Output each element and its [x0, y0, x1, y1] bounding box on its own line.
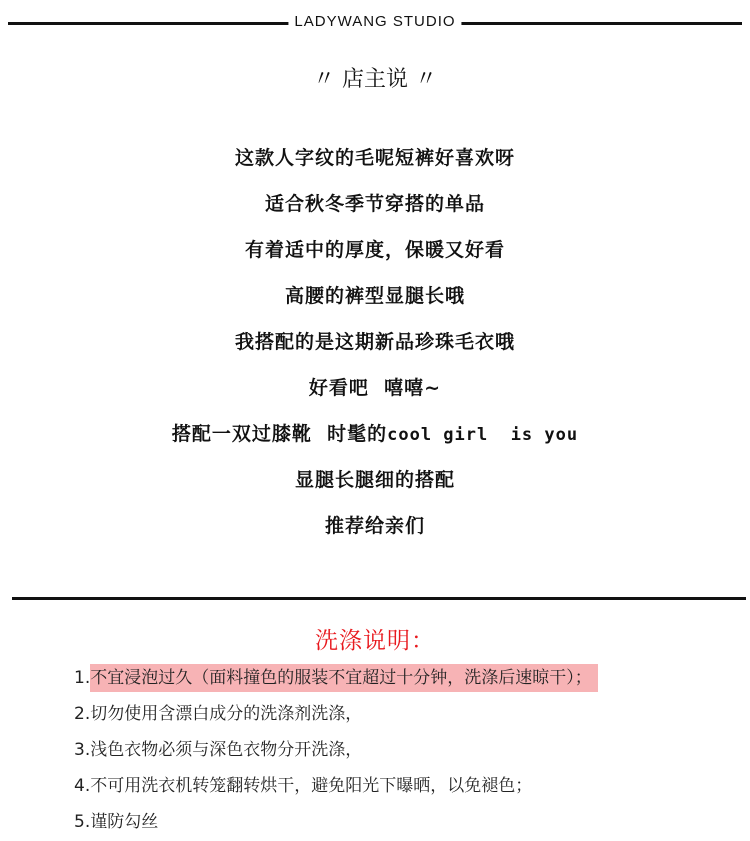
washing-title: 洗涤说明：	[315, 628, 435, 654]
owner-line: 显腿长腿细的搭配	[294, 469, 455, 491]
item-text: 浅色衣物必须与深色衣物分开洗涤，	[90, 740, 363, 760]
item-text: 不可用洗衣机转笼翻转烘干，避免阳光下曝晒，以免褪色；	[90, 776, 533, 796]
owner-says-lines	[0, 138, 750, 552]
owner-says-title: 〃 店主说 〃	[313, 67, 437, 92]
section-divider	[12, 597, 746, 600]
owner-line: 推荐给亲们	[324, 515, 425, 537]
owner-line: 有着适中的厚度，保暖又好看	[244, 239, 505, 261]
item-number: 5.	[74, 812, 91, 832]
item-number: 3.	[74, 740, 91, 760]
washing-item-4	[74, 768, 714, 804]
washing-item-2	[74, 696, 714, 732]
washing-item-3	[74, 732, 714, 768]
owner-line: 高腰的裤型显腿长哦	[284, 285, 465, 307]
owner-line: 这款人字纹的毛呢短裤好喜欢呀	[234, 147, 515, 169]
owner-line: 好看吧 嘻嘻~	[308, 377, 442, 399]
owner-line-mixed	[0, 414, 750, 460]
owner-line-english: cool girl is you	[387, 425, 579, 445]
item-number: 1.	[74, 668, 91, 688]
owner-line-prefix: 搭配一双过膝靴 时髦的	[171, 423, 388, 445]
washing-item-1	[74, 660, 714, 696]
item-text: 切勿使用含漂白成分的洗涤剂洗涤，	[90, 704, 363, 724]
washing-item-5	[74, 804, 714, 840]
owner-line: 适合秋冬季节穿搭的单品	[264, 193, 485, 215]
item-text: 谨防勾丝	[90, 812, 159, 832]
brand-name: LADYWANG STUDIO	[288, 12, 461, 32]
item-number: 4.	[74, 776, 91, 796]
item-number: 2.	[74, 704, 91, 724]
washing-instructions	[74, 660, 714, 840]
highlighted-text: 不宜浸泡过久（面料撞色的服装不宜超过十分钟，洗涤后速晾干）；	[90, 664, 598, 692]
owner-line: 我搭配的是这期新品珍珠毛衣哦	[234, 331, 515, 353]
